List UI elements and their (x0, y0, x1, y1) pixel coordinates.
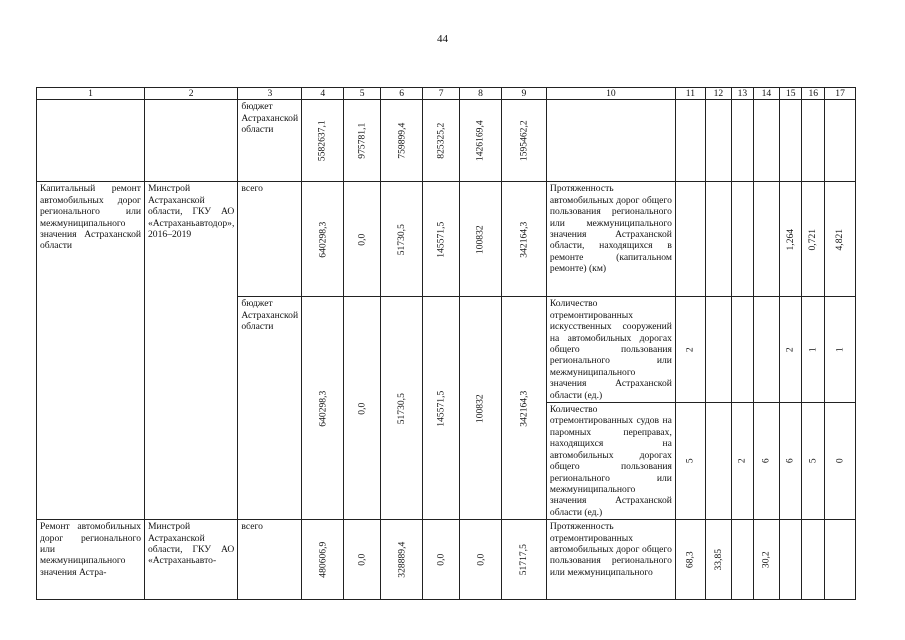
value-2019: 100832 (474, 225, 486, 254)
value-2017: 51730,5 (395, 392, 407, 424)
cell-source: бюджет Астраханской области (238, 100, 302, 182)
header-cell: 14 (753, 88, 779, 100)
indicator-value: 6 (784, 458, 796, 464)
cell-executor: Минстрой Астраханской области, ГКУ АО «Астраханьавто- (145, 520, 238, 600)
cell-indicator: Протяженность автомобильных дорог общего пользования регионального или межмуниципального значения Астраханской области, находящихся в ремонте (капитальном ремонте) (км) (546, 182, 675, 297)
indicator-value: 0 (834, 458, 846, 464)
indicator-value: 33,85 (712, 548, 724, 571)
value-2019: 100832 (474, 393, 486, 423)
header-cell: 9 (501, 88, 546, 100)
indicator-value: 1 (807, 347, 819, 353)
value-2018: 145571,5 (435, 221, 447, 258)
program-table (36, 87, 856, 600)
table-row (37, 182, 856, 297)
cell-source: всего (238, 520, 302, 600)
value-2017: 51730,5 (395, 223, 407, 255)
header-cell: 1 (37, 88, 145, 100)
header-cell: 12 (705, 88, 731, 100)
page-number: 44 (437, 33, 448, 45)
value-2018: 825325,2 (435, 122, 447, 159)
header-cell: 4 (302, 88, 344, 100)
cell-source: бюджет Астраханской области (238, 297, 302, 520)
header-cell: 11 (675, 88, 705, 100)
value-2016-2019: 640298,3 (317, 221, 329, 258)
cell-indicator: Протяженность отремонтированных автомобильных дорог общего пользования регионального или межмуниципального (546, 520, 675, 600)
header-cell: 16 (802, 88, 825, 100)
indicator-value: 6 (760, 458, 772, 464)
value-2019: 1426169,4 (474, 120, 486, 162)
value-2017: 759899,4 (395, 122, 407, 159)
header-cell: 6 (381, 88, 423, 100)
cell-name: Капитальный ремонт автомобильных дорог регионального или межмуниципального значения Астраханской области (37, 182, 145, 520)
indicator-value: 1 (834, 347, 846, 353)
header-row (37, 88, 856, 100)
indicator-value: 30,2 (760, 551, 772, 569)
table-row (37, 100, 856, 182)
header-cell: 10 (546, 88, 675, 100)
cell-name (37, 100, 145, 182)
value-2019: 0,0 (474, 553, 486, 566)
header-cell: 5 (344, 88, 381, 100)
cell-indicator: Количество отремонтированных судов на паромных переправах, находящихся на автомобильных дорогах общего пользования регионального или межмуниципального значения Астраханской области (ед.) (546, 403, 675, 520)
indicator-value: 2 (684, 347, 696, 353)
indicator-value: 5 (684, 458, 696, 464)
indicator-value: 5 (807, 458, 819, 464)
value-2018: 145571,5 (435, 390, 447, 427)
indicator-value: 2 (736, 458, 748, 464)
value-2018: 0,0 (435, 553, 447, 566)
indicator-value: 4,821 (834, 228, 846, 251)
value-2016: 975781,1 (356, 122, 368, 159)
indicator-value: 0,721 (807, 228, 819, 251)
cell-executor (145, 100, 238, 182)
value-2016: 0,0 (356, 233, 368, 246)
indicator-value: 68,3 (684, 551, 696, 569)
header-cell: 2 (145, 88, 238, 100)
cell-name: Ремонт автомобильных дорог регионального или межмуниципального значения Астра- (37, 520, 145, 600)
value-2016-2019: 640298,3 (317, 390, 329, 427)
header-cell: 7 (423, 88, 460, 100)
value-2020: 342164,3 (518, 221, 530, 258)
value-2016: 0,0 (356, 553, 368, 566)
value-2020: 51717,5 (518, 544, 530, 576)
cell-executor: Минстрой Астраханской области, ГКУ АО «Астраханьавтодор», 2016–2019 (145, 182, 238, 520)
value-2016-2019: 5582637,1 (317, 120, 329, 162)
value-2020: 342164,3 (518, 390, 530, 427)
value-2017: 328889,4 (395, 541, 407, 578)
header-cell: 15 (779, 88, 802, 100)
header-cell: 8 (460, 88, 502, 100)
indicator-value: 1,264 (784, 228, 796, 251)
table-row (37, 520, 856, 600)
header-cell: 3 (238, 88, 302, 100)
cell-indicator: Количество отремонтированных искусственных сооружений на автомобильных дорогах общего пользования регионального или межмуниципального значения Астраханской области (ед.) (546, 297, 675, 403)
indicator-value: 2 (784, 347, 796, 353)
header-cell: 13 (731, 88, 753, 100)
cell-source: всего (238, 182, 302, 297)
header-cell: 17 (825, 88, 856, 100)
value-2016-2019: 480606,9 (317, 541, 329, 578)
value-2020: 1595462,2 (518, 120, 530, 162)
value-2016: 0,0 (356, 402, 368, 415)
